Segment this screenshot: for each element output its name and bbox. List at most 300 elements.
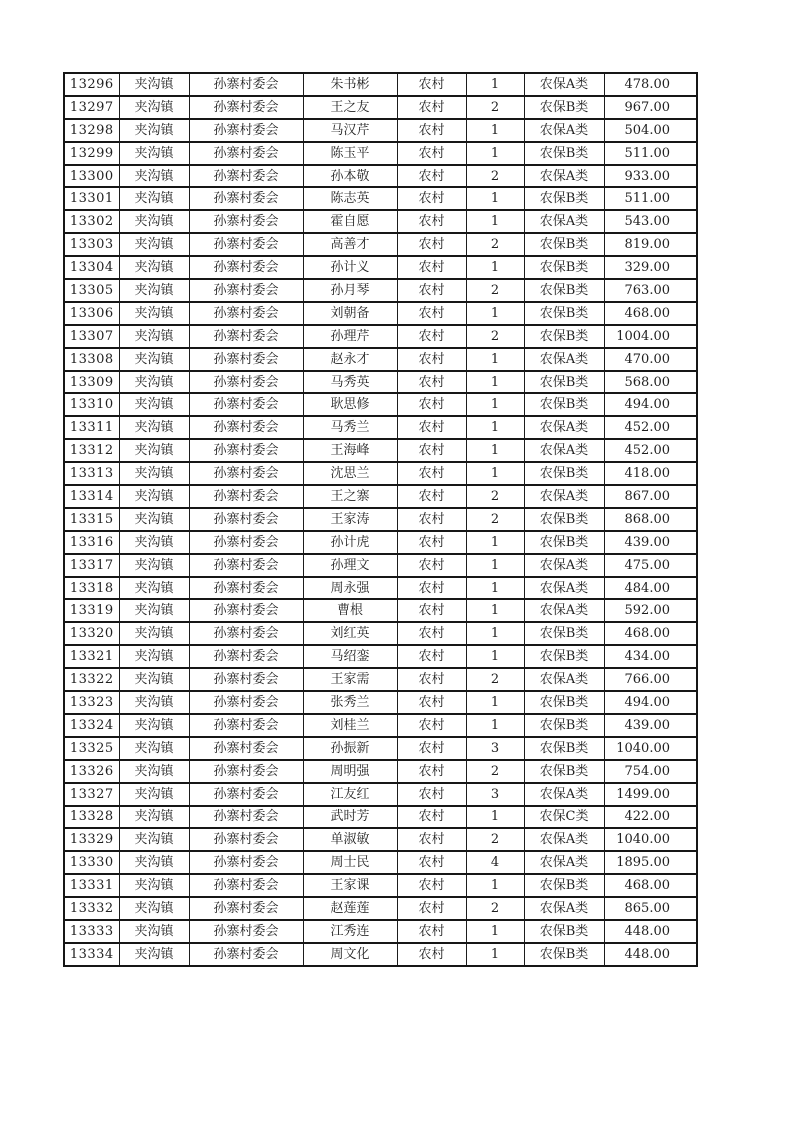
table-row [64, 714, 697, 737]
cell-household-category: 农村 [397, 96, 466, 119]
cell-insurance-type: 农保A类 [524, 554, 604, 577]
cell-village-committee: 孙寨村委会 [189, 622, 303, 645]
cell-insurance-type: 农保A类 [524, 783, 604, 806]
cell-insurance-type: 农保A类 [524, 485, 604, 508]
cell-village-committee: 孙寨村委会 [189, 165, 303, 188]
cell-amount: 1040.00 [604, 737, 697, 760]
cell-person-name: 王家课 [303, 874, 397, 897]
cell-town: 夹沟镇 [119, 462, 189, 485]
cell-village-committee: 孙寨村委会 [189, 485, 303, 508]
cell-insurance-type: 农保B类 [524, 371, 604, 394]
cell-insurance-type: 农保A类 [524, 73, 604, 96]
cell-household-category: 农村 [397, 851, 466, 874]
cell-village-committee: 孙寨村委会 [189, 943, 303, 966]
cell-amount: 494.00 [604, 393, 697, 416]
cell-amount: 468.00 [604, 622, 697, 645]
cell-serial-number: 13317 [64, 554, 119, 577]
table-row [64, 783, 697, 806]
cell-household-category: 农村 [397, 462, 466, 485]
table-row [64, 485, 697, 508]
cell-person-name: 刘桂兰 [303, 714, 397, 737]
cell-insurance-type: 农保A类 [524, 416, 604, 439]
cell-person-name: 赵永才 [303, 348, 397, 371]
table-row [64, 393, 697, 416]
cell-insurance-type: 农保A类 [524, 599, 604, 622]
table-row [64, 691, 697, 714]
table-row [64, 256, 697, 279]
cell-village-committee: 孙寨村委会 [189, 393, 303, 416]
cell-person-count: 1 [466, 210, 524, 233]
cell-person-count: 1 [466, 554, 524, 577]
cell-town: 夹沟镇 [119, 119, 189, 142]
cell-serial-number: 13315 [64, 508, 119, 531]
table-row [64, 554, 697, 577]
cell-village-committee: 孙寨村委会 [189, 416, 303, 439]
cell-person-count: 1 [466, 462, 524, 485]
cell-person-name: 孙振新 [303, 737, 397, 760]
table-row [64, 806, 697, 829]
cell-person-name: 孙计虎 [303, 531, 397, 554]
cell-serial-number: 13331 [64, 874, 119, 897]
cell-insurance-type: 农保A类 [524, 439, 604, 462]
cell-serial-number: 13316 [64, 531, 119, 554]
cell-person-name: 曹根 [303, 599, 397, 622]
cell-person-name: 孙计义 [303, 256, 397, 279]
cell-serial-number: 13308 [64, 348, 119, 371]
cell-person-name: 王家涛 [303, 508, 397, 531]
cell-amount: 511.00 [604, 187, 697, 210]
cell-town: 夹沟镇 [119, 645, 189, 668]
cell-village-committee: 孙寨村委会 [189, 737, 303, 760]
cell-serial-number: 13299 [64, 142, 119, 165]
cell-town: 夹沟镇 [119, 714, 189, 737]
cell-person-count: 1 [466, 416, 524, 439]
cell-village-committee: 孙寨村委会 [189, 233, 303, 256]
cell-household-category: 农村 [397, 920, 466, 943]
table-row [64, 439, 697, 462]
cell-village-committee: 孙寨村委会 [189, 645, 303, 668]
cell-village-committee: 孙寨村委会 [189, 256, 303, 279]
cell-town: 夹沟镇 [119, 279, 189, 302]
cell-serial-number: 13326 [64, 760, 119, 783]
cell-village-committee: 孙寨村委会 [189, 325, 303, 348]
cell-amount: 422.00 [604, 806, 697, 829]
table-row [64, 348, 697, 371]
cell-person-name: 张秀兰 [303, 691, 397, 714]
cell-town: 夹沟镇 [119, 233, 189, 256]
cell-person-count: 1 [466, 119, 524, 142]
cell-amount: 434.00 [604, 645, 697, 668]
cell-person-count: 1 [466, 142, 524, 165]
table-row [64, 920, 697, 943]
cell-person-name: 江秀连 [303, 920, 397, 943]
cell-town: 夹沟镇 [119, 599, 189, 622]
cell-person-count: 1 [466, 302, 524, 325]
cell-person-name: 赵莲莲 [303, 897, 397, 920]
cell-insurance-type: 农保B类 [524, 531, 604, 554]
cell-person-count: 1 [466, 874, 524, 897]
cell-person-count: 1 [466, 622, 524, 645]
cell-village-committee: 孙寨村委会 [189, 142, 303, 165]
cell-person-name: 王之寨 [303, 485, 397, 508]
cell-serial-number: 13296 [64, 73, 119, 96]
cell-household-category: 农村 [397, 348, 466, 371]
cell-village-committee: 孙寨村委会 [189, 462, 303, 485]
cell-village-committee: 孙寨村委会 [189, 920, 303, 943]
cell-amount: 543.00 [604, 210, 697, 233]
cell-amount: 452.00 [604, 416, 697, 439]
cell-town: 夹沟镇 [119, 210, 189, 233]
table-row [64, 943, 697, 966]
cell-person-name: 孙理文 [303, 554, 397, 577]
cell-household-category: 农村 [397, 714, 466, 737]
cell-person-name: 周永强 [303, 577, 397, 600]
cell-household-category: 农村 [397, 233, 466, 256]
cell-insurance-type: 农保B类 [524, 943, 604, 966]
cell-person-count: 2 [466, 760, 524, 783]
cell-person-name: 马秀兰 [303, 416, 397, 439]
cell-insurance-type: 农保B类 [524, 508, 604, 531]
cell-person-name: 孙理芹 [303, 325, 397, 348]
cell-town: 夹沟镇 [119, 806, 189, 829]
cell-person-name: 朱书彬 [303, 73, 397, 96]
cell-household-category: 农村 [397, 599, 466, 622]
cell-serial-number: 13324 [64, 714, 119, 737]
cell-household-category: 农村 [397, 325, 466, 348]
cell-amount: 933.00 [604, 165, 697, 188]
cell-person-count: 1 [466, 439, 524, 462]
cell-serial-number: 13305 [64, 279, 119, 302]
cell-person-count: 1 [466, 187, 524, 210]
cell-serial-number: 13310 [64, 393, 119, 416]
cell-household-category: 农村 [397, 897, 466, 920]
cell-person-count: 1 [466, 73, 524, 96]
cell-person-count: 2 [466, 508, 524, 531]
cell-serial-number: 13307 [64, 325, 119, 348]
cell-person-name: 孙本敬 [303, 165, 397, 188]
cell-household-category: 农村 [397, 828, 466, 851]
table-row [64, 622, 697, 645]
cell-person-name: 耿思修 [303, 393, 397, 416]
cell-person-name: 马绍銮 [303, 645, 397, 668]
cell-insurance-type: 农保B类 [524, 760, 604, 783]
cell-household-category: 农村 [397, 554, 466, 577]
cell-town: 夹沟镇 [119, 302, 189, 325]
cell-insurance-type: 农保B类 [524, 256, 604, 279]
cell-serial-number: 13334 [64, 943, 119, 966]
cell-insurance-type: 农保B类 [524, 187, 604, 210]
cell-person-count: 1 [466, 599, 524, 622]
cell-town: 夹沟镇 [119, 691, 189, 714]
cell-person-name: 陈志英 [303, 187, 397, 210]
cell-amount: 766.00 [604, 668, 697, 691]
cell-amount: 568.00 [604, 371, 697, 394]
cell-amount: 1040.00 [604, 828, 697, 851]
table-row [64, 897, 697, 920]
cell-serial-number: 13314 [64, 485, 119, 508]
cell-person-count: 1 [466, 943, 524, 966]
table-row [64, 599, 697, 622]
cell-insurance-type: 农保A类 [524, 210, 604, 233]
cell-amount: 865.00 [604, 897, 697, 920]
cell-town: 夹沟镇 [119, 96, 189, 119]
cell-amount: 763.00 [604, 279, 697, 302]
cell-town: 夹沟镇 [119, 485, 189, 508]
cell-insurance-type: 农保A类 [524, 897, 604, 920]
cell-household-category: 农村 [397, 279, 466, 302]
cell-insurance-type: 农保A类 [524, 577, 604, 600]
cell-person-count: 1 [466, 393, 524, 416]
cell-town: 夹沟镇 [119, 897, 189, 920]
cell-insurance-type: 农保C类 [524, 806, 604, 829]
cell-village-committee: 孙寨村委会 [189, 599, 303, 622]
table-row [64, 737, 697, 760]
cell-insurance-type: 农保B类 [524, 233, 604, 256]
cell-amount: 868.00 [604, 508, 697, 531]
cell-person-name: 王家需 [303, 668, 397, 691]
cell-person-count: 2 [466, 279, 524, 302]
cell-village-committee: 孙寨村委会 [189, 348, 303, 371]
cell-village-committee: 孙寨村委会 [189, 187, 303, 210]
cell-household-category: 农村 [397, 691, 466, 714]
table-row [64, 760, 697, 783]
cell-serial-number: 13302 [64, 210, 119, 233]
table-row [64, 508, 697, 531]
cell-amount: 448.00 [604, 943, 697, 966]
cell-serial-number: 13297 [64, 96, 119, 119]
cell-amount: 592.00 [604, 599, 697, 622]
cell-person-name: 孙月琴 [303, 279, 397, 302]
cell-town: 夹沟镇 [119, 622, 189, 645]
cell-village-committee: 孙寨村委会 [189, 96, 303, 119]
cell-town: 夹沟镇 [119, 531, 189, 554]
cell-household-category: 农村 [397, 874, 466, 897]
cell-amount: 439.00 [604, 531, 697, 554]
cell-amount: 484.00 [604, 577, 697, 600]
cell-town: 夹沟镇 [119, 783, 189, 806]
cell-person-name: 刘朝备 [303, 302, 397, 325]
cell-person-count: 2 [466, 165, 524, 188]
cell-village-committee: 孙寨村委会 [189, 783, 303, 806]
cell-household-category: 农村 [397, 737, 466, 760]
cell-town: 夹沟镇 [119, 416, 189, 439]
cell-household-category: 农村 [397, 668, 466, 691]
cell-amount: 511.00 [604, 142, 697, 165]
cell-town: 夹沟镇 [119, 760, 189, 783]
cell-person-count: 1 [466, 348, 524, 371]
cell-town: 夹沟镇 [119, 737, 189, 760]
cell-person-name: 马汉芹 [303, 119, 397, 142]
cell-insurance-type: 农保B类 [524, 737, 604, 760]
cell-amount: 418.00 [604, 462, 697, 485]
cell-village-committee: 孙寨村委会 [189, 508, 303, 531]
cell-serial-number: 13304 [64, 256, 119, 279]
cell-person-count: 4 [466, 851, 524, 874]
cell-town: 夹沟镇 [119, 439, 189, 462]
cell-insurance-type: 农保B类 [524, 325, 604, 348]
cell-town: 夹沟镇 [119, 920, 189, 943]
cell-person-count: 2 [466, 233, 524, 256]
cell-town: 夹沟镇 [119, 73, 189, 96]
table-row [64, 828, 697, 851]
cell-person-count: 2 [466, 668, 524, 691]
table-row [64, 668, 697, 691]
cell-person-count: 2 [466, 897, 524, 920]
cell-amount: 448.00 [604, 920, 697, 943]
cell-insurance-type: 农保B类 [524, 691, 604, 714]
table-row [64, 325, 697, 348]
cell-person-name: 周明强 [303, 760, 397, 783]
cell-village-committee: 孙寨村委会 [189, 531, 303, 554]
cell-serial-number: 13312 [64, 439, 119, 462]
cell-person-name: 高善才 [303, 233, 397, 256]
cell-person-count: 1 [466, 691, 524, 714]
cell-serial-number: 13325 [64, 737, 119, 760]
cell-serial-number: 13309 [64, 371, 119, 394]
cell-village-committee: 孙寨村委会 [189, 828, 303, 851]
cell-amount: 468.00 [604, 874, 697, 897]
cell-village-committee: 孙寨村委会 [189, 874, 303, 897]
table-row [64, 165, 697, 188]
cell-insurance-type: 农保B类 [524, 920, 604, 943]
cell-household-category: 农村 [397, 210, 466, 233]
cell-person-count: 2 [466, 828, 524, 851]
cell-household-category: 农村 [397, 302, 466, 325]
table-row [64, 210, 697, 233]
cell-person-name: 单淑敏 [303, 828, 397, 851]
cell-serial-number: 13303 [64, 233, 119, 256]
cell-town: 夹沟镇 [119, 828, 189, 851]
cell-household-category: 农村 [397, 393, 466, 416]
cell-village-committee: 孙寨村委会 [189, 691, 303, 714]
cell-person-name: 刘红英 [303, 622, 397, 645]
table-row [64, 96, 697, 119]
cell-serial-number: 13319 [64, 599, 119, 622]
cell-amount: 504.00 [604, 119, 697, 142]
cell-person-count: 1 [466, 714, 524, 737]
cell-household-category: 农村 [397, 645, 466, 668]
cell-insurance-type: 农保A类 [524, 165, 604, 188]
cell-person-count: 2 [466, 325, 524, 348]
table-row [64, 874, 697, 897]
cell-serial-number: 13318 [64, 577, 119, 600]
cell-village-committee: 孙寨村委会 [189, 851, 303, 874]
cell-amount: 967.00 [604, 96, 697, 119]
cell-serial-number: 13330 [64, 851, 119, 874]
cell-town: 夹沟镇 [119, 371, 189, 394]
table-row [64, 187, 697, 210]
cell-amount: 1499.00 [604, 783, 697, 806]
cell-serial-number: 13300 [64, 165, 119, 188]
cell-person-name: 王之友 [303, 96, 397, 119]
table-row [64, 142, 697, 165]
cell-town: 夹沟镇 [119, 187, 189, 210]
table-row [64, 302, 697, 325]
cell-person-count: 1 [466, 920, 524, 943]
cell-amount: 468.00 [604, 302, 697, 325]
cell-town: 夹沟镇 [119, 554, 189, 577]
cell-village-committee: 孙寨村委会 [189, 119, 303, 142]
cell-serial-number: 13327 [64, 783, 119, 806]
cell-serial-number: 13320 [64, 622, 119, 645]
cell-insurance-type: 农保B类 [524, 96, 604, 119]
cell-village-committee: 孙寨村委会 [189, 439, 303, 462]
cell-amount: 754.00 [604, 760, 697, 783]
cell-household-category: 农村 [397, 187, 466, 210]
table-row [64, 645, 697, 668]
cell-person-count: 2 [466, 485, 524, 508]
cell-town: 夹沟镇 [119, 668, 189, 691]
cell-household-category: 农村 [397, 119, 466, 142]
cell-village-committee: 孙寨村委会 [189, 897, 303, 920]
cell-person-name: 武时芳 [303, 806, 397, 829]
table-row [64, 73, 697, 96]
cell-village-committee: 孙寨村委会 [189, 577, 303, 600]
cell-amount: 494.00 [604, 691, 697, 714]
cell-insurance-type: 农保A类 [524, 668, 604, 691]
cell-town: 夹沟镇 [119, 165, 189, 188]
cell-person-name: 沈思兰 [303, 462, 397, 485]
cell-town: 夹沟镇 [119, 874, 189, 897]
cell-insurance-type: 农保B类 [524, 302, 604, 325]
cell-town: 夹沟镇 [119, 256, 189, 279]
cell-amount: 819.00 [604, 233, 697, 256]
table-row [64, 462, 697, 485]
cell-village-committee: 孙寨村委会 [189, 554, 303, 577]
cell-person-name: 周文化 [303, 943, 397, 966]
cell-amount: 470.00 [604, 348, 697, 371]
cell-village-committee: 孙寨村委会 [189, 210, 303, 233]
cell-person-name: 周士民 [303, 851, 397, 874]
table-body [64, 73, 697, 966]
cell-serial-number: 13301 [64, 187, 119, 210]
cell-insurance-type: 农保A类 [524, 828, 604, 851]
cell-town: 夹沟镇 [119, 577, 189, 600]
table-row [64, 577, 697, 600]
cell-household-category: 农村 [397, 256, 466, 279]
cell-serial-number: 13321 [64, 645, 119, 668]
cell-person-name: 王海峰 [303, 439, 397, 462]
cell-insurance-type: 农保A类 [524, 851, 604, 874]
cell-household-category: 农村 [397, 142, 466, 165]
cell-insurance-type: 农保B类 [524, 874, 604, 897]
cell-village-committee: 孙寨村委会 [189, 668, 303, 691]
table-row [64, 851, 697, 874]
cell-amount: 439.00 [604, 714, 697, 737]
cell-serial-number: 13333 [64, 920, 119, 943]
cell-serial-number: 13332 [64, 897, 119, 920]
cell-person-name: 马秀英 [303, 371, 397, 394]
cell-amount: 475.00 [604, 554, 697, 577]
cell-village-committee: 孙寨村委会 [189, 279, 303, 302]
cell-town: 夹沟镇 [119, 508, 189, 531]
cell-serial-number: 13322 [64, 668, 119, 691]
cell-town: 夹沟镇 [119, 142, 189, 165]
cell-household-category: 农村 [397, 73, 466, 96]
cell-insurance-type: 农保B类 [524, 714, 604, 737]
cell-town: 夹沟镇 [119, 851, 189, 874]
cell-person-count: 2 [466, 96, 524, 119]
cell-person-count: 1 [466, 371, 524, 394]
cell-village-committee: 孙寨村委会 [189, 714, 303, 737]
cell-insurance-type: 农保B类 [524, 645, 604, 668]
cell-person-count: 1 [466, 577, 524, 600]
cell-person-count: 1 [466, 645, 524, 668]
benefits-table [63, 72, 698, 967]
cell-amount: 1004.00 [604, 325, 697, 348]
cell-household-category: 农村 [397, 371, 466, 394]
cell-serial-number: 13313 [64, 462, 119, 485]
